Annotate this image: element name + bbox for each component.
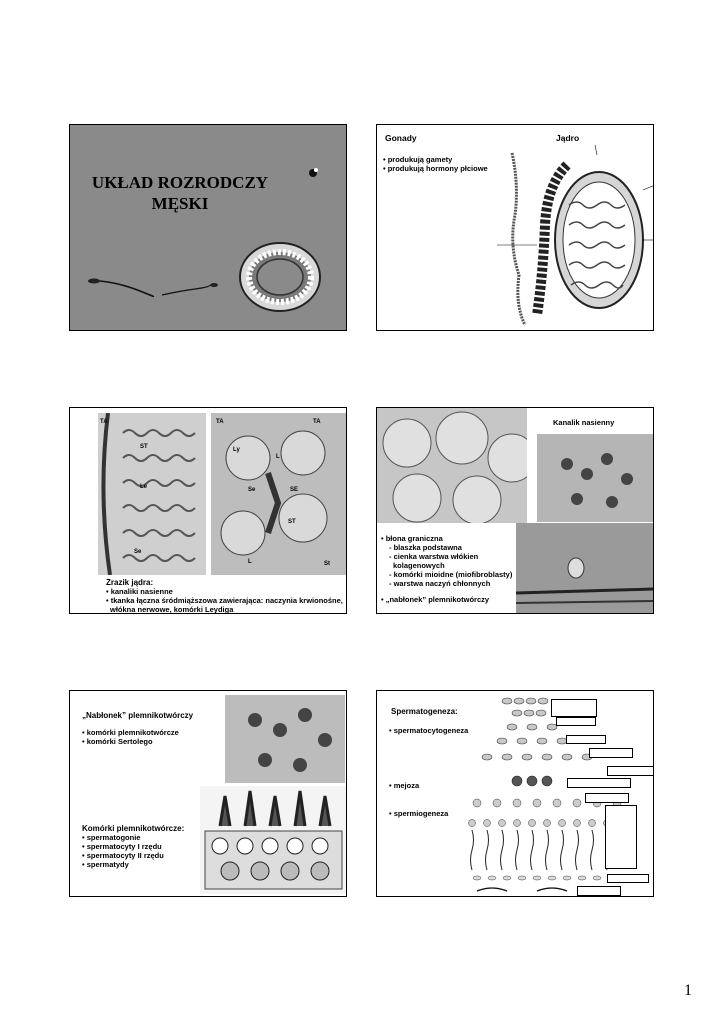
title-illustration <box>70 125 347 331</box>
lobule-caption <box>106 578 343 614</box>
micrograph-label: Ly <box>233 447 240 453</box>
list-item: • błona graniczna <box>381 534 443 543</box>
micrograph-label: Se <box>248 487 256 493</box>
micrograph-label: TA <box>216 419 224 425</box>
micrograph-label: ST <box>288 519 296 525</box>
label-box-4 <box>589 748 633 758</box>
caption-title: Zrazik jądra: <box>106 578 154 587</box>
list-item: - blaszka podstawna <box>389 543 462 552</box>
tubule-micrograph-right <box>537 434 654 522</box>
slide-title-text: UKŁAD ROZRODCZY MĘSKI <box>91 173 269 213</box>
micrograph-label: Se <box>134 549 142 555</box>
label-box-10 <box>577 886 621 896</box>
gonad-bullets <box>383 155 488 173</box>
lobule-micrograph-left <box>98 413 206 575</box>
heading-tubule: Kanalik nasienny <box>553 418 615 427</box>
tubule-cross-section-icon <box>240 243 320 311</box>
epithelium-micrograph <box>225 695 345 783</box>
list-item: • komórki plemnikotwórcze <box>82 728 179 737</box>
testis-diagram <box>497 145 654 331</box>
tubule-micrograph-top-left <box>377 408 527 523</box>
micrograph-label: Le <box>140 484 148 490</box>
micrograph-label: L <box>276 454 280 460</box>
label-box-2 <box>556 717 596 726</box>
heading-gonads: Gonady <box>385 133 417 143</box>
slide-gonads <box>376 124 654 331</box>
sperm-cell-icon-2 <box>162 283 218 295</box>
micrograph-label: TA <box>313 419 321 425</box>
lobule-micrographs <box>98 413 346 575</box>
label-box-9 <box>607 874 649 883</box>
micrograph-label: ST <box>140 444 148 450</box>
list-item: • produkują gamety <box>383 155 453 164</box>
label-box-3 <box>566 735 606 744</box>
list-item: • spermatydy <box>82 860 129 869</box>
list-item: - cienka warstwa włókien <box>389 552 479 561</box>
heading-spermatogenesis: Spermatogeneza: <box>391 707 458 716</box>
label-box-6 <box>567 778 631 788</box>
list-item: • produkują hormony płciowe <box>383 164 488 173</box>
slide-testis-lobule <box>69 407 347 614</box>
list-item: • spermatocyty I rzędu <box>82 842 162 851</box>
list-item: • spermatocytogeneza <box>389 726 469 735</box>
list-item: • komórki Sertolego <box>82 737 153 746</box>
micrograph-label: SE <box>290 487 299 493</box>
basement-membrane-micrograph <box>516 523 654 614</box>
list-item: • spermiogeneza <box>389 809 449 818</box>
slide-seminiferous-tubule <box>376 407 654 614</box>
sperm-cell-icon-1 <box>88 279 153 297</box>
heading-testis: Jądro <box>556 133 580 143</box>
micrograph-label: L <box>248 559 252 565</box>
micrograph-label: St <box>324 561 330 567</box>
heading-epithelium: „Nabłonek” plemnikotwórczy <box>82 711 194 720</box>
slide-spermatogenesis <box>376 690 654 897</box>
label-box-7 <box>585 793 629 803</box>
heading-spermatogenic-cells: Komórki plemnikotwórcze: <box>82 824 185 833</box>
list-item: - warstwa naczyń chłonnych <box>389 579 491 588</box>
list-item: • „nabłonek” plemnikotwórczy <box>381 595 490 604</box>
micrograph-label: TA <box>100 419 108 425</box>
cell-icon <box>309 168 318 177</box>
list-item: - komórki mioidne (miofibroblasty) <box>389 570 513 579</box>
label-box-5 <box>607 766 654 776</box>
label-box-1 <box>551 699 597 717</box>
list-item: • spermatogonie <box>82 833 141 842</box>
spermatogenic-cell-list <box>82 824 184 869</box>
list-item: • spermatocyty II rzędu <box>82 851 164 860</box>
tubule-list <box>381 534 512 604</box>
page-number: 1 <box>684 982 692 999</box>
slide-seminiferous-epithelium <box>69 690 347 897</box>
list-item: • kanaliki nasienne <box>106 587 173 596</box>
spermatogenic-cells-diagram <box>200 786 347 894</box>
slide-title <box>69 124 347 331</box>
label-box-8 <box>605 805 637 869</box>
list-item: włókna nerwowe, komórki Leydiga <box>110 605 234 614</box>
list-item: • tkanka łączna śródmiąższowa zawierająca: naczynia krwionośne, <box>106 596 343 605</box>
epithelium-text <box>82 711 193 746</box>
list-item: kolagenowych <box>393 561 445 570</box>
list-item: • mejoza <box>389 781 420 790</box>
